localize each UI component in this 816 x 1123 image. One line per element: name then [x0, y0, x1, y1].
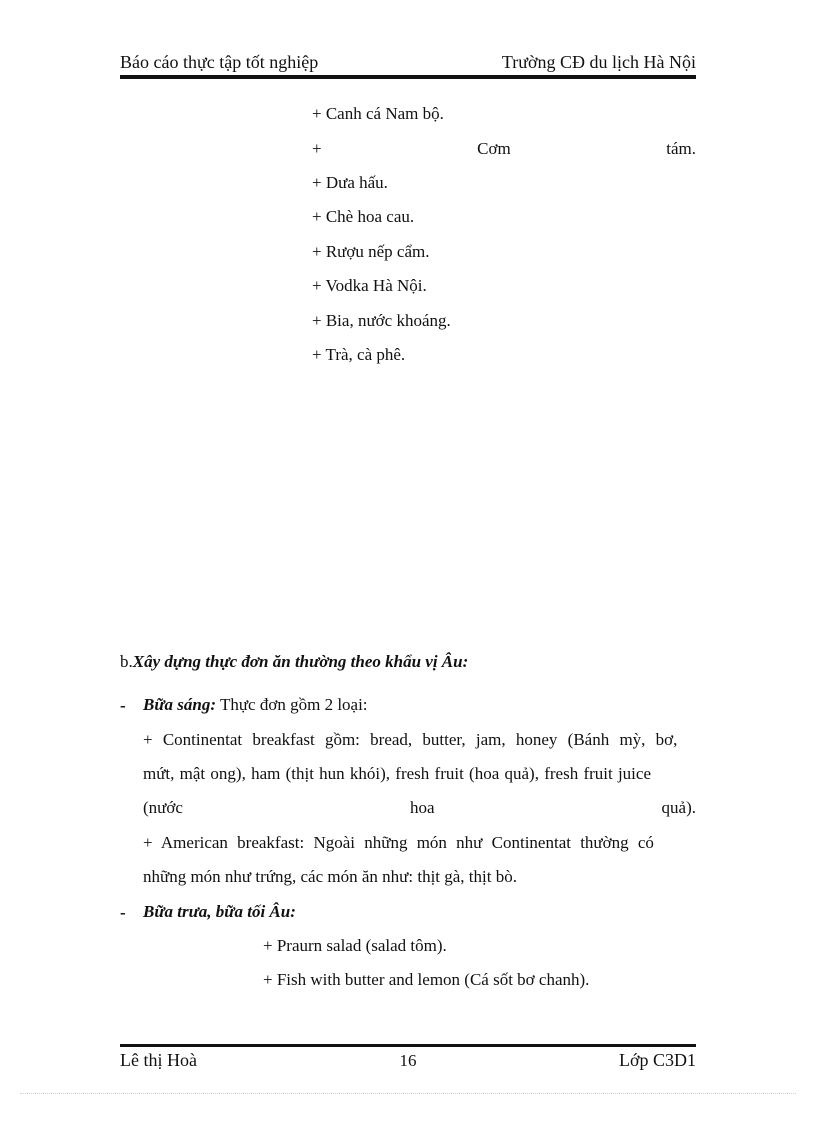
menu-item: + Bia, nước khoáng.: [312, 311, 451, 330]
menu-item-word: tám.: [666, 139, 696, 158]
continental-word: hoa: [409, 798, 435, 817]
menu-item: + Praurn salad (salad tôm).: [263, 936, 447, 955]
bullet-dash: -: [120, 696, 126, 715]
menu-item: + Rượu nếp cẩm.: [312, 242, 430, 261]
continental-line-1: + Continentat breakfast gồm: bread, butter, jam, honey (Bánh mỳ, bơ,: [143, 730, 678, 749]
footer-author: Lê thị Hoà: [120, 1050, 197, 1070]
page-footer: [120, 1050, 696, 1071]
menu-item: + Dưa hấu.: [312, 173, 388, 192]
breakfast-label: Bữa sáng:: [143, 695, 217, 714]
page-header: [120, 52, 696, 73]
american-line-1: + American breakfast: Ngoài những món như Continentat thường có: [143, 833, 654, 852]
menu-item-word: Cơm: [477, 139, 511, 158]
continental-line-2: mứt, mật ong), ham (thịt hun khói), fresh fruit (hoa quả), fresh fruit juice: [143, 764, 652, 783]
header-school-name: Trường CĐ du lịch Hà Nội: [501, 52, 696, 72]
footer-rule: [120, 1044, 696, 1047]
section-prefix: b.: [120, 652, 133, 671]
american-line-2: những món như trứng, các món ăn như: thịt gà, thịt bò.: [143, 867, 517, 886]
paragraph-line: [143, 730, 696, 750]
menu-item: + Trà, cà phê.: [312, 345, 406, 364]
bullet-dash: -: [120, 903, 126, 922]
header-report-title: Báo cáo thực tập tốt nghiệp: [120, 52, 319, 72]
breakfast-intro: Thực đơn gồm 2 loại:: [216, 695, 368, 714]
paragraph-line-justified: [143, 798, 696, 818]
footer-class: Lớp C3D1: [618, 1050, 696, 1070]
menu-item: + Vodka Hà Nội.: [312, 276, 427, 295]
header-rule: [120, 75, 696, 79]
breakfast-line: [143, 695, 368, 715]
menu-item-plus: +: [312, 139, 322, 158]
menu-item: + Fish with butter and lemon (Cá sốt bơ chanh).: [263, 970, 590, 989]
continental-word: (nước: [143, 798, 183, 817]
lunch-dinner-label: Bữa trưa, bữa tối Âu:: [143, 902, 296, 921]
continental-word: quả).: [661, 798, 696, 817]
page-number: 16: [399, 1051, 417, 1070]
page-bottom-divider: [20, 1093, 796, 1094]
menu-item-justified: [312, 139, 696, 159]
section-title: Xây dựng thực đơn ăn thường theo khẩu vị Âu:: [132, 652, 469, 671]
menu-item: + Chè hoa cau.: [312, 207, 415, 226]
menu-item: + Canh cá Nam bộ.: [312, 104, 444, 123]
section-heading: [120, 652, 468, 672]
